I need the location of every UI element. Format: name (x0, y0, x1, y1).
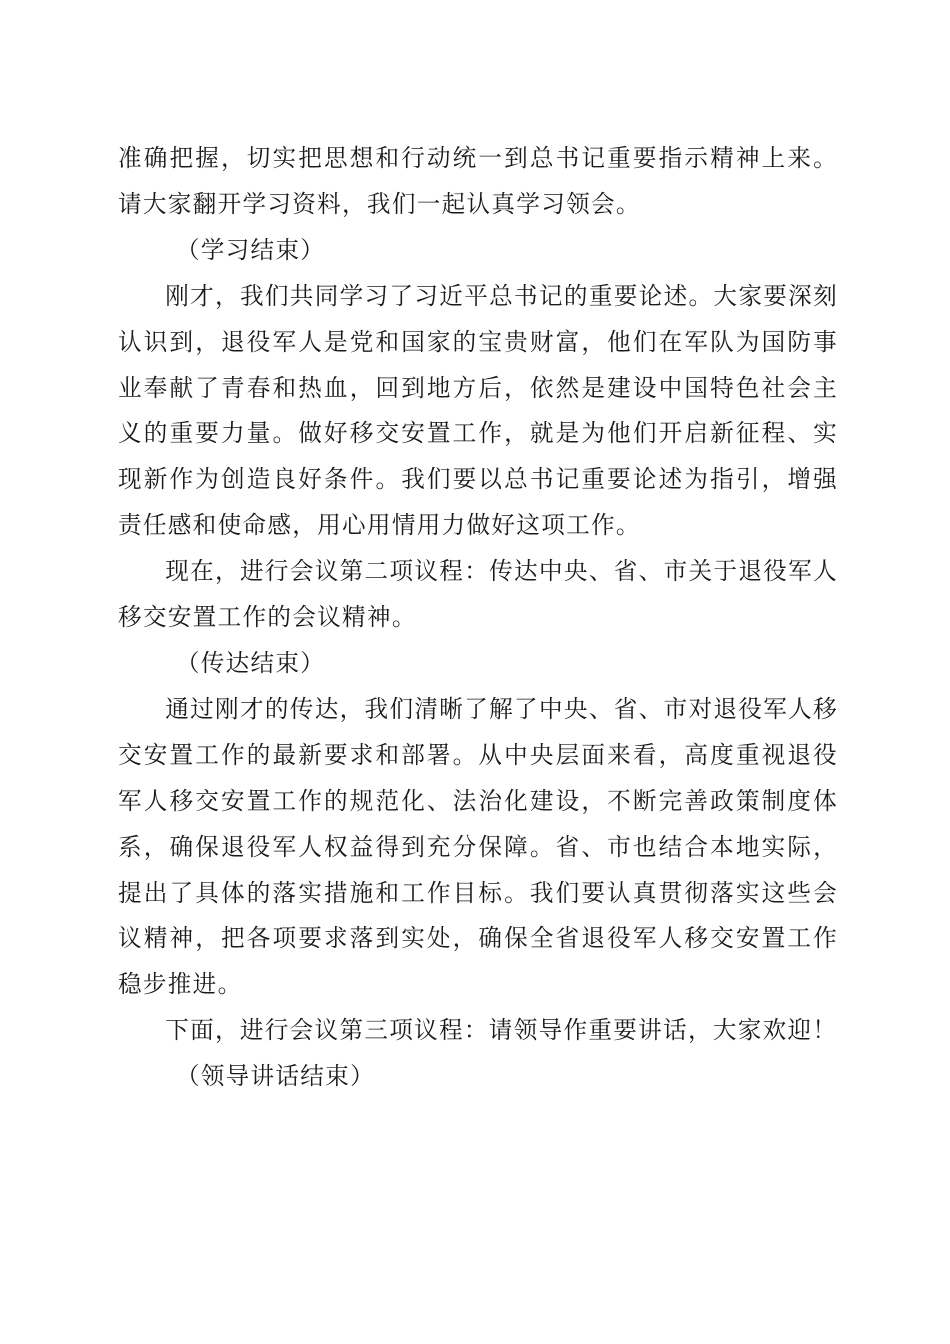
paragraph-agenda-two: 现在，进行会议第二项议程：传达中央、省、市关于退役军人移交安置工作的会议精神。 (118, 557, 838, 632)
paragraph-agenda-three: 下面，进行会议第三项议程：请领导作重要讲话，大家欢迎！ (165, 1016, 838, 1045)
paragraph-relay-summary: 通过刚才的传达，我们清晰了解了中央、省、市对退役军人移交安置工作的最新要求和部署。从中央层面来看，高度重视退役军人移交安置工作的规范化、法治化建设，不断完善政策制度体系，确保退役军人权益得到充分保障。省、市也结合本地实际，提出了具体的落实措施和工作目标。我们要认真贯彻落实这些会议精神，把各项要求落到实处，确保全省退役军人移交安置工作稳步推进。 (118, 694, 838, 999)
paragraph-study-intro: 准确把握，切实把思想和行动统一到总书记重要指示精神上来。请大家翻开学习资料，我们一起认真学习领会。 (118, 144, 838, 218)
note-relay-end: （传达结束） (175, 648, 326, 677)
note-study-end: （学习结束） (175, 235, 326, 264)
paragraph-study-summary: 刚才，我们共同学习了习近平总书记的重要论述。大家要深刻认识到，退役军人是党和国家的宝贵财富，他们在军队为国防事业奉献了青春和热血，回到地方后，依然是建设中国特色社会主义的重要力量。做好移交安置工作，就是为他们开启新征程、实现新作为创造良好条件。我们要以总书记重要论述为指引，增强责任感和使命感，用心用情用力做好这项工作。 (118, 281, 838, 540)
document-body (118, 136, 838, 1100)
note-speech-end: （领导讲话结束） (175, 1062, 375, 1091)
